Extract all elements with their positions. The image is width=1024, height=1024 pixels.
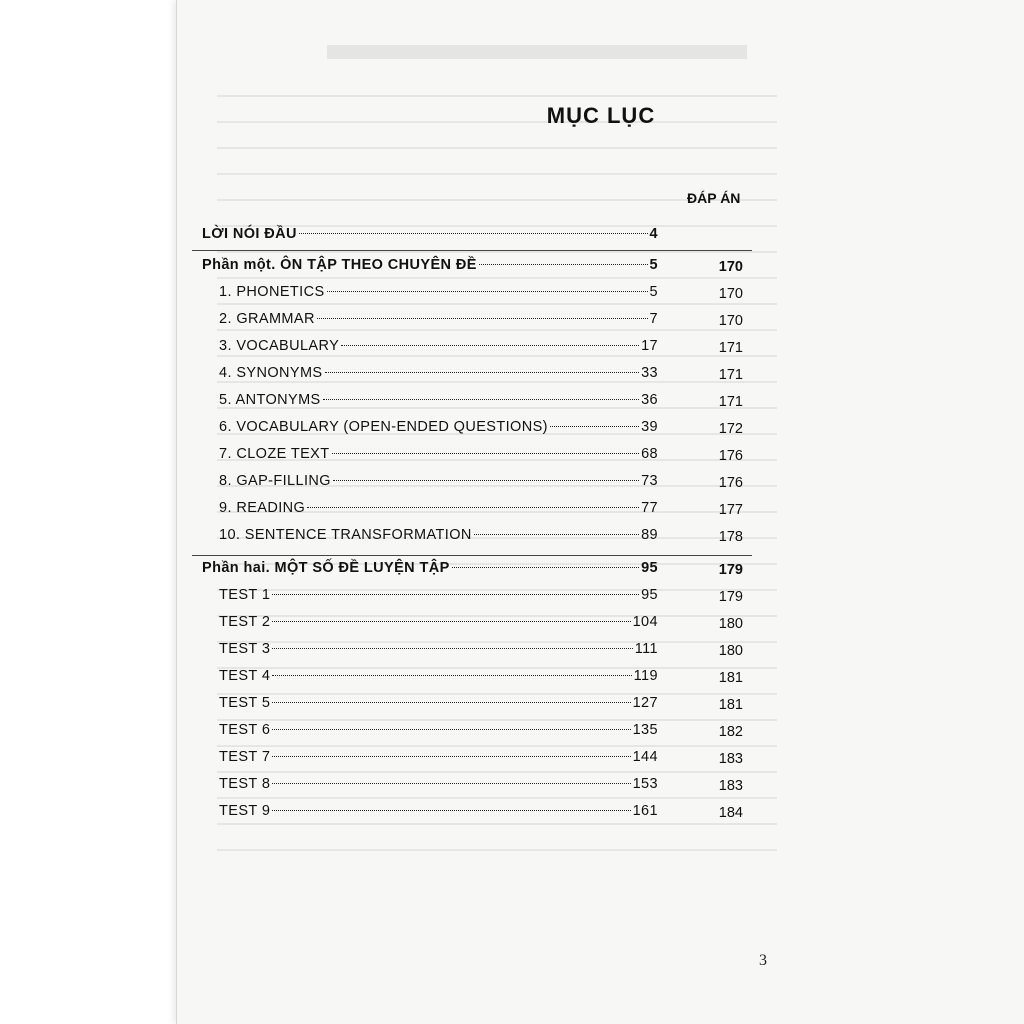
toc-entry-page: 33 <box>641 365 658 381</box>
leader-dots <box>272 594 639 595</box>
toc-entry-answer: 181 <box>718 697 743 713</box>
toc-entry-label: TEST 9 <box>219 803 271 819</box>
leader-dots <box>323 399 639 400</box>
leader-dots <box>272 702 630 703</box>
toc-entry-page: 77 <box>641 500 658 516</box>
toc-entry-answer: 170 <box>718 313 743 329</box>
toc-entry-page: 111 <box>634 641 658 657</box>
leader-dots <box>299 233 648 234</box>
leader-dots <box>317 318 648 319</box>
toc-entry[interactable] <box>219 776 658 798</box>
leader-dots <box>272 648 632 649</box>
leader-dots <box>307 507 639 508</box>
toc-entry[interactable] <box>219 749 658 771</box>
toc-entry-answer: 178 <box>718 529 743 545</box>
toc-entry-label: TEST 8 <box>219 776 271 792</box>
toc-entry-label: TEST 7 <box>219 749 271 765</box>
toc-entry-answer: 181 <box>718 670 743 686</box>
toc-entry-label: 8. GAP-FILLING <box>219 473 331 489</box>
toc-entry-page: 5 <box>649 257 658 273</box>
toc-entry-page: 104 <box>632 614 658 630</box>
toc-entry-label: TEST 3 <box>219 641 271 657</box>
toc-entry-answer: 170 <box>718 259 743 275</box>
page-number: 3 <box>759 952 767 969</box>
leader-dots <box>341 345 639 346</box>
toc-entry[interactable] <box>202 226 658 248</box>
toc-entry[interactable] <box>219 473 658 495</box>
toc-entry-label: 10. SENTENCE TRANSFORMATION <box>219 527 472 543</box>
toc-entry-label: 9. READING <box>219 500 306 516</box>
section-divider <box>192 250 752 251</box>
toc-entry[interactable] <box>219 311 658 333</box>
toc-entry-page: 161 <box>632 803 658 819</box>
toc-entry-label: TEST 2 <box>219 614 271 630</box>
toc-entry-page: 95 <box>641 587 658 603</box>
leader-dots <box>272 783 630 784</box>
toc-entry-answer: 171 <box>718 340 743 356</box>
leader-dots <box>474 534 639 535</box>
toc-entry-page: 89 <box>641 527 658 543</box>
toc-entry-label: TEST 1 <box>219 587 271 603</box>
toc-entry[interactable] <box>219 614 658 636</box>
leader-dots <box>332 453 640 454</box>
leader-dots <box>452 567 639 568</box>
toc-entry-page: 73 <box>641 473 658 489</box>
toc-entry-label: 3. VOCABULARY <box>219 338 340 354</box>
toc-entry-answer: 179 <box>718 562 743 578</box>
toc-entry-label: TEST 5 <box>219 695 271 711</box>
toc-entry-answer: 171 <box>718 394 743 410</box>
section-divider <box>192 555 752 556</box>
toc-entry[interactable] <box>202 257 658 279</box>
leader-dots <box>333 480 639 481</box>
toc-entry-label: 6. VOCABULARY (OPEN-ENDED QUESTIONS) <box>219 419 548 435</box>
leader-dots <box>272 810 630 811</box>
toc-entry-answer: 176 <box>718 448 743 464</box>
toc-entry[interactable] <box>219 392 658 414</box>
table-of-contents <box>177 0 1024 1024</box>
toc-entry-answer: 172 <box>718 421 743 437</box>
toc-entry-answer: 180 <box>718 643 743 659</box>
toc-entry-page: 119 <box>633 668 658 684</box>
toc-entry[interactable] <box>219 284 658 306</box>
book-page <box>176 0 1024 1024</box>
leader-dots <box>272 756 630 757</box>
toc-entry-answer: 176 <box>718 475 743 491</box>
toc-entry-label: 5. ANTONYMS <box>219 392 321 408</box>
toc-entry-answer: 183 <box>718 778 743 794</box>
leader-dots <box>325 372 640 373</box>
toc-entry[interactable] <box>219 446 658 468</box>
toc-entry-page: 135 <box>632 722 658 738</box>
toc-entry-label: Phần một. ÔN TẬP THEO CHUYÊN ĐỀ <box>202 257 477 273</box>
toc-entry[interactable] <box>219 803 658 825</box>
leader-dots <box>272 675 631 676</box>
toc-entry-label: 4. SYNONYMS <box>219 365 323 381</box>
toc-entry[interactable] <box>219 722 658 744</box>
toc-entry[interactable] <box>219 419 658 441</box>
leader-dots <box>327 291 648 292</box>
toc-entry-page: 17 <box>641 338 658 354</box>
toc-entry-answer: 170 <box>718 286 743 302</box>
toc-entry-page: 4 <box>649 226 658 242</box>
toc-entry-answer: 171 <box>718 367 743 383</box>
toc-entry-answer: 182 <box>718 724 743 740</box>
toc-entry-label: LỜI NÓI ĐẦU <box>202 226 297 242</box>
toc-entry-page: 39 <box>641 419 658 435</box>
toc-entry-page: 153 <box>632 776 658 792</box>
toc-entry-label: TEST 4 <box>219 668 271 684</box>
toc-entry[interactable] <box>219 365 658 387</box>
toc-entry-label: 7. CLOZE TEXT <box>219 446 330 462</box>
toc-entry[interactable] <box>202 560 658 582</box>
leader-dots <box>550 426 639 427</box>
toc-entry[interactable] <box>219 527 658 549</box>
toc-entry[interactable] <box>219 695 658 717</box>
toc-entry-label: Phần hai. MỘT SỐ ĐỀ LUYỆN TẬP <box>202 560 450 576</box>
toc-entry-answer: 184 <box>718 805 743 821</box>
leader-dots <box>272 621 630 622</box>
toc-entry-label: 2. GRAMMAR <box>219 311 315 327</box>
page-title: MỤC LỤC <box>546 103 656 128</box>
toc-entry-answer: 180 <box>718 616 743 632</box>
toc-entry-page: 36 <box>641 392 658 408</box>
toc-entry-page: 127 <box>632 695 658 711</box>
toc-entry-page: 7 <box>649 311 658 327</box>
toc-entry[interactable] <box>219 338 658 360</box>
answer-column-header: ĐÁP ÁN <box>687 190 741 206</box>
leader-dots <box>479 264 648 265</box>
toc-entry-label: 1. PHONETICS <box>219 284 325 300</box>
toc-entry[interactable] <box>219 668 658 690</box>
toc-entry-answer: 177 <box>718 502 743 518</box>
toc-entry-page: 5 <box>649 284 658 300</box>
toc-entry-page: 95 <box>641 560 658 576</box>
toc-entry-answer: 183 <box>718 751 743 767</box>
toc-entry[interactable] <box>219 500 658 522</box>
toc-entry-page: 144 <box>632 749 658 765</box>
toc-entry-answer: 179 <box>718 589 743 605</box>
toc-entry[interactable] <box>219 641 658 663</box>
toc-entry-label: TEST 6 <box>219 722 271 738</box>
leader-dots <box>272 729 630 730</box>
toc-entry-page: 68 <box>641 446 658 462</box>
toc-entry[interactable] <box>219 587 658 609</box>
